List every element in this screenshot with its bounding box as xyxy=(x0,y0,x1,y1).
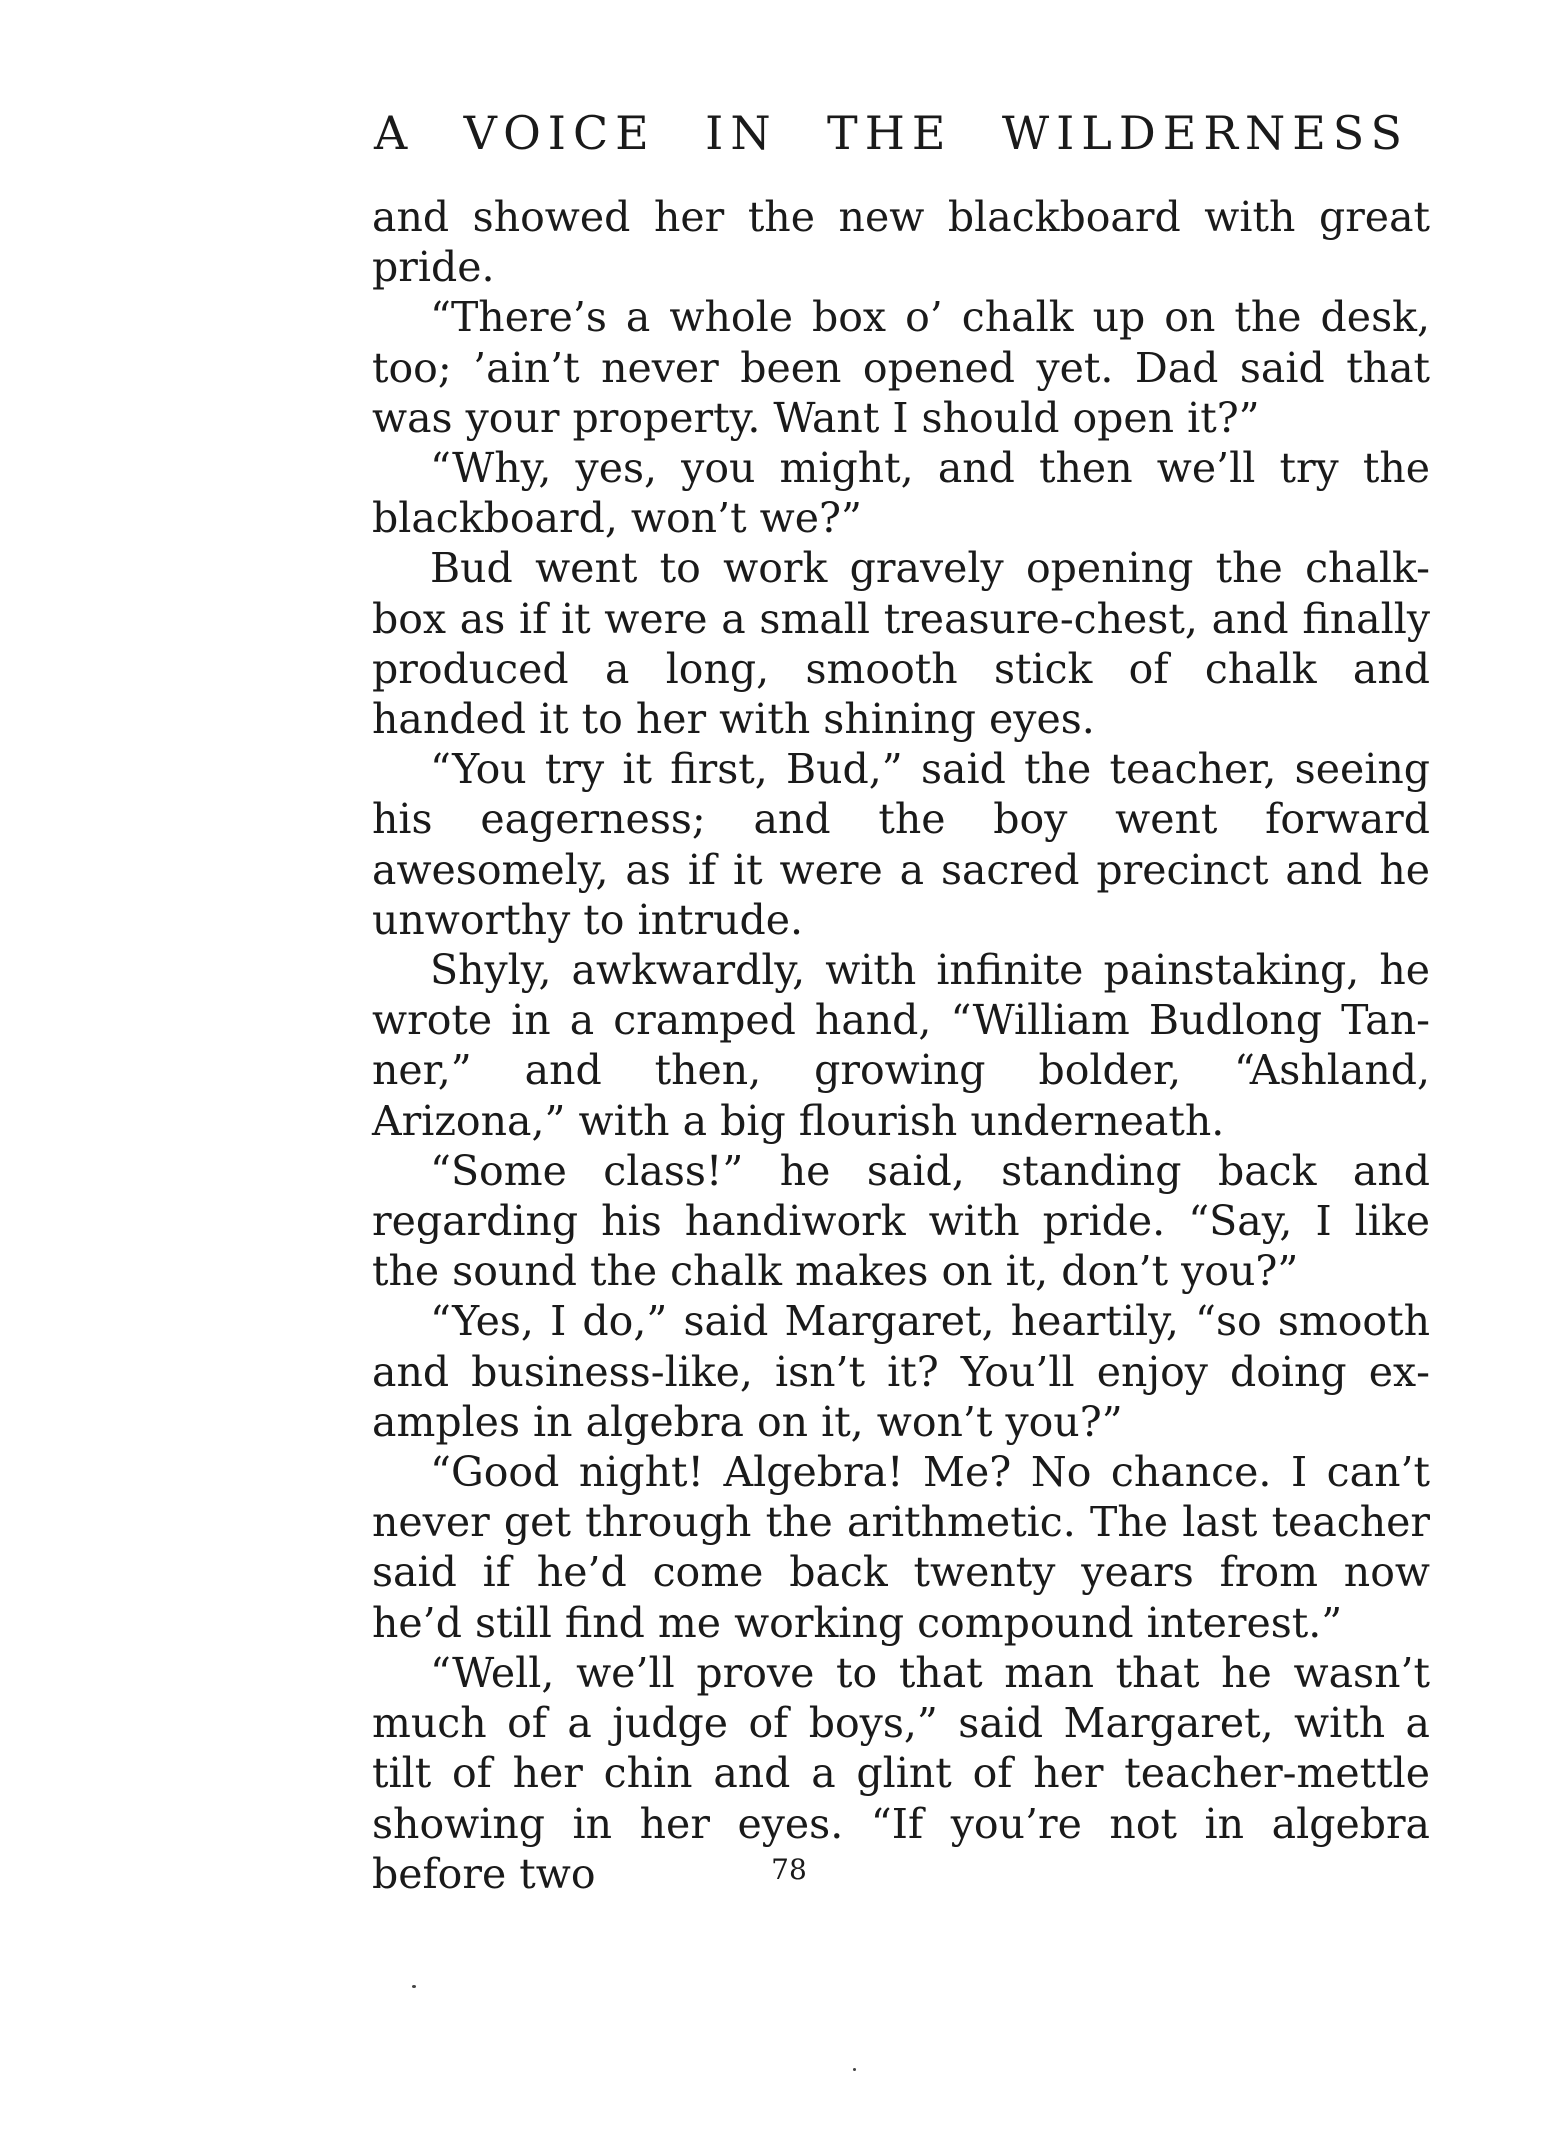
print-speck xyxy=(853,2068,856,2071)
paragraph: and showed her the new blackboard with great pride. xyxy=(372,193,1430,292)
print-speck xyxy=(412,1985,416,1988)
paragraph: “Good night! Algebra! Me? No chance. I can’t never get through the arithmetic. The last teacher said if he’d come back twenty years from now he’d still find me working compound interest.” xyxy=(372,1448,1430,1647)
body-text xyxy=(372,192,1430,1899)
paragraph: “Yes, I do,” said Margaret, heartily, “so smooth and business-like, isn’t it? You’ll enjoy doing examples in algebra on it, won’t you?” xyxy=(372,1297,1430,1446)
paragraph: “You try it first, Bud,” said the teacher, seeing his eagerness; and the boy went forward awesomely, as if it were a sacred precinct and he unworthy to intrude. xyxy=(372,745,1430,944)
paragraph: “Some class!” he said, standing back and regarding his handiwork with pride. “Say, I like the sound the chalk makes on it, don’t you?” xyxy=(372,1146,1430,1296)
paragraph: “Well, we’ll prove to that man that he wasn’t much of a judge of boys,” said Margaret, with a tilt of her chin and a glint of her teacher-mettle showing in her eyes. “If you’re not in algebra before two xyxy=(372,1648,1430,1898)
paragraph: “Why, yes, you might, and then we’ll try the blackboard, won’t we?” xyxy=(372,444,1430,543)
running-head: A VOICE IN THE WILDERNESS xyxy=(374,106,1409,160)
paragraph: Shyly, awkwardly, with infinite painstaking, he wrote in a cramped hand, “William Budlong Tanner,” and then, growing bolder, “Ashland, Arizona,” with a big flourish underneath. xyxy=(372,946,1430,1145)
page-number: 78 xyxy=(771,1853,807,1886)
paragraph: Bud went to work gravely opening the chalk-box as if it were a small treasure-chest, and finally produced a long, smooth stick of chalk and handed it to her with shining eyes. xyxy=(372,544,1430,744)
paragraph: “There’s a whole box o’ chalk up on the desk, too; ’ain’t never been opened yet. Dad said that was your property. Want I should open it?” xyxy=(372,293,1430,442)
